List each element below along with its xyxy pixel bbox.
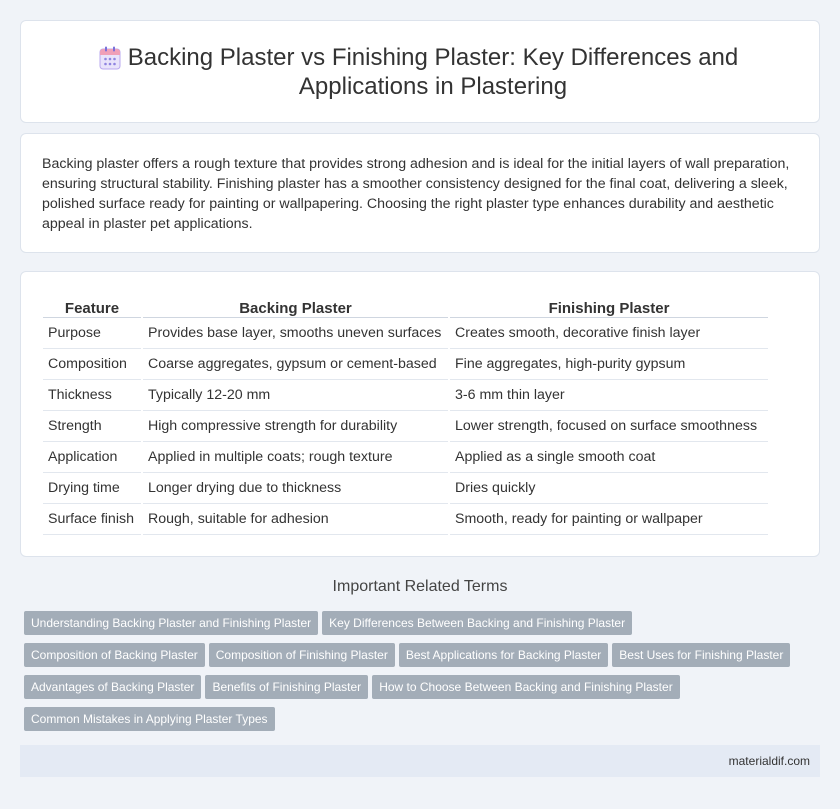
related-term-link[interactable]: How to Choose Between Backing and Finishing Plaster [372, 675, 680, 699]
related-term-link[interactable]: Understanding Backing Plaster and Finishing Plaster [24, 611, 318, 635]
tag-row [24, 675, 824, 707]
table-row [43, 442, 768, 473]
related-term-link[interactable]: Composition of Backing Plaster [24, 643, 205, 667]
feature-cell: Composition [43, 349, 141, 380]
intro-paragraph: Backing plaster offers a rough texture that provides strong adhesion and is ideal for the initial layers of wall preparation, ensuring structural stability. Finishing plaster has a smoother consistency designed for the final coat, delivering a sleek, polished surface ready for painting or wallpapering. Choosing the right plaster type enhances durability and aesthetic appeal in plaster pet applications. [42, 156, 790, 232]
backing-cell: Provides base layer, smooths uneven surfaces [143, 318, 448, 349]
title-card [20, 20, 820, 123]
finishing-cell: Dries quickly [450, 473, 768, 504]
backing-cell: Coarse aggregates, gypsum or cement-based [143, 349, 448, 380]
feature-cell: Surface finish [43, 504, 141, 535]
backing-cell: High compressive strength for durability [143, 411, 448, 442]
table-row [43, 318, 768, 349]
related-terms-heading: Important Related Terms [332, 578, 508, 595]
footer-brand-link[interactable]: materialdif.com [728, 754, 810, 768]
finishing-cell: 3-6 mm thin layer [450, 380, 768, 411]
finishing-cell: Smooth, ready for painting or wallpaper [450, 504, 768, 535]
finishing-cell: Lower strength, focused on surface smoothness [450, 411, 768, 442]
column-header-backing: Backing Plaster [143, 296, 448, 318]
finishing-cell: Applied as a single smooth coat [450, 442, 768, 473]
table-header-row [43, 296, 768, 318]
comparison-table [43, 296, 768, 535]
table-row [43, 411, 768, 442]
table-row [43, 473, 768, 504]
related-term-link[interactable]: Best Applications for Backing Plaster [399, 643, 608, 667]
related-term-link[interactable]: Common Mistakes in Applying Plaster Types [24, 707, 275, 731]
related-term-link[interactable]: Composition of Finishing Plaster [209, 643, 395, 667]
feature-cell: Thickness [43, 380, 141, 411]
table-row [43, 504, 768, 535]
tag-row [24, 643, 824, 675]
column-header-finishing: Finishing Plaster [450, 296, 768, 318]
backing-cell: Applied in multiple coats; rough texture [143, 442, 448, 473]
footer-bar [20, 745, 820, 777]
related-term-link[interactable]: Key Differences Between Backing and Finishing Plaster [322, 611, 632, 635]
feature-cell: Application [43, 442, 141, 473]
related-terms-list [24, 611, 824, 739]
finishing-cell: Fine aggregates, high-purity gypsum [450, 349, 768, 380]
backing-cell: Longer drying due to thickness [143, 473, 448, 504]
intro-card [20, 133, 820, 253]
backing-cell: Rough, suitable for adhesion [143, 504, 448, 535]
tag-row [24, 611, 824, 643]
column-header-feature: Feature [43, 296, 141, 318]
feature-cell: Drying time [43, 473, 141, 504]
table-row [43, 380, 768, 411]
comparison-card [20, 271, 820, 557]
finishing-cell: Creates smooth, decorative finish layer [450, 318, 768, 349]
page-title: Backing Plaster vs Finishing Plaster: Key Differences and Applications in Plastering [127, 44, 739, 100]
tag-row [24, 707, 824, 739]
table-row [43, 349, 768, 380]
related-term-link[interactable]: Advantages of Backing Plaster [24, 675, 201, 699]
related-term-link[interactable]: Best Uses for Finishing Plaster [612, 643, 790, 667]
related-term-link[interactable]: Benefits of Finishing Plaster [205, 675, 368, 699]
feature-cell: Purpose [43, 318, 141, 349]
backing-cell: Typically 12-20 mm [143, 380, 448, 411]
feature-cell: Strength [43, 411, 141, 442]
